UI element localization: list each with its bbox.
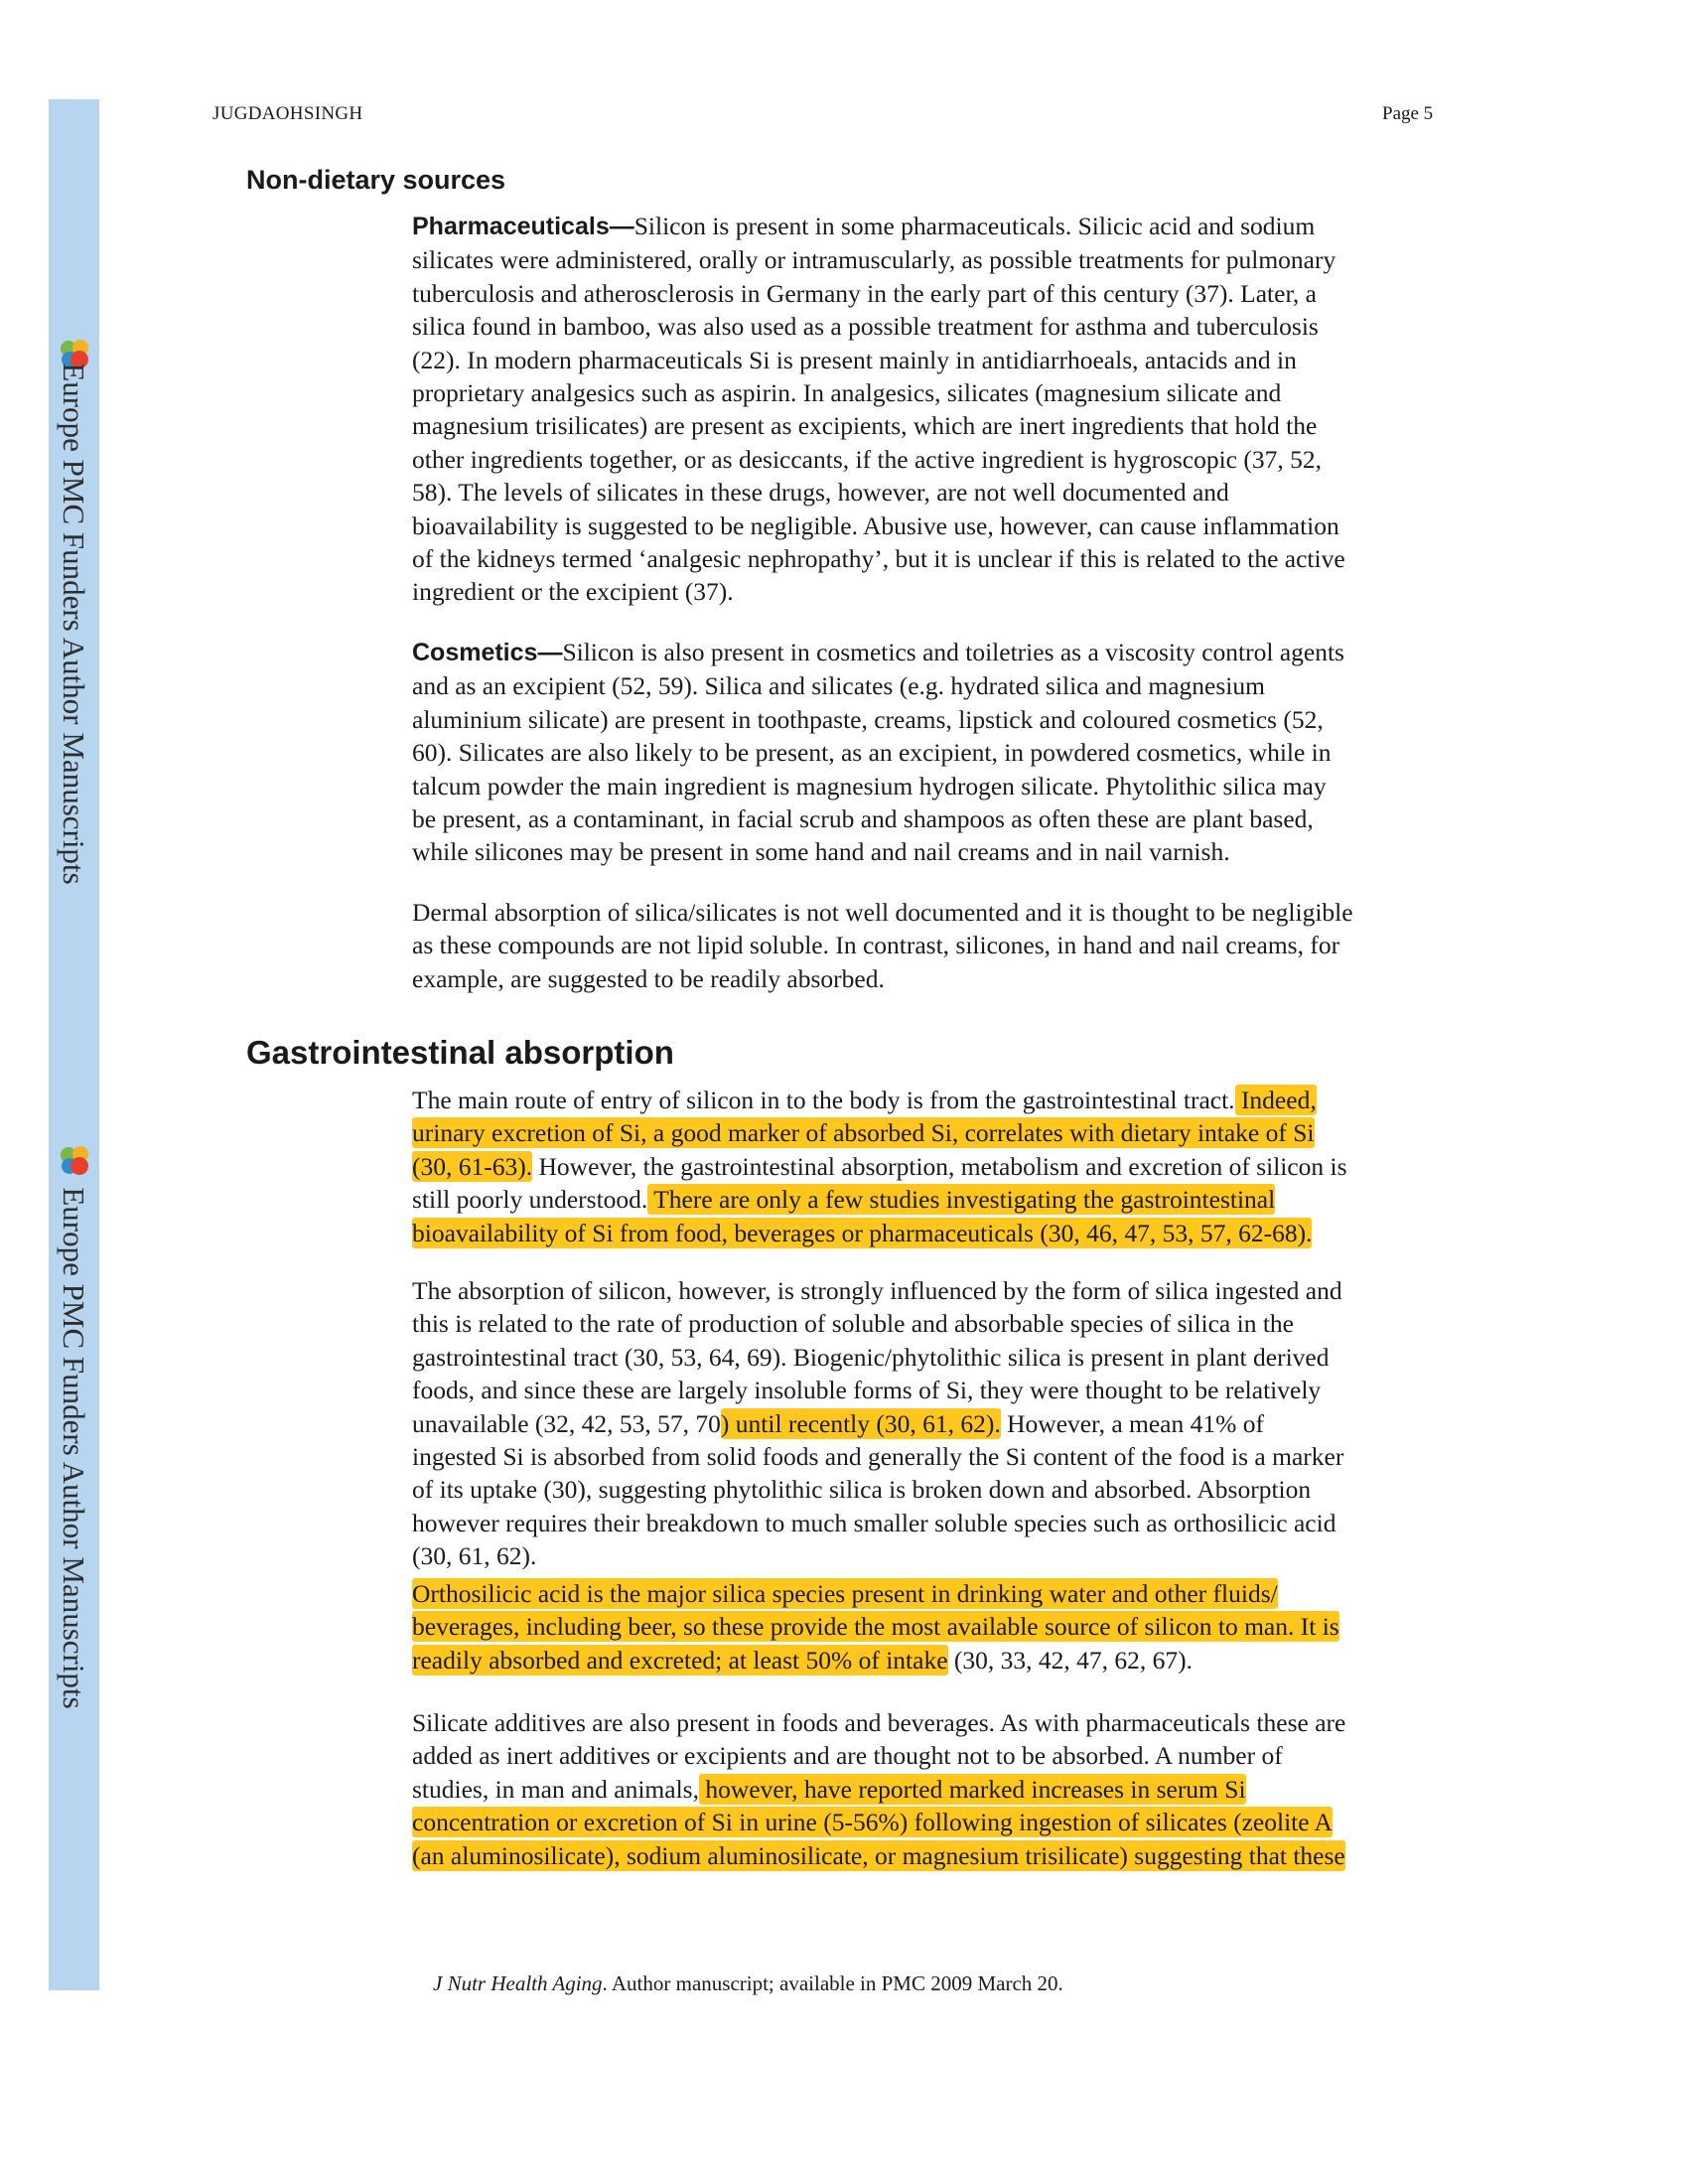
highlight: bioavailability of Si from food, beverages or pharmaceuticals (30, 46, 47, 53, 57, 62-68). bbox=[412, 1218, 1313, 1247]
text-line: Dermal absorption of silica/silicates is not well documented and it is thought to be negligible bbox=[412, 898, 1353, 927]
highlight: (30, 61-63). bbox=[412, 1151, 533, 1181]
highlight: ) until recently (30, 61, 62). bbox=[720, 1408, 1001, 1438]
sidebar-label: Europe PMC Funders Author Manuscripts bbox=[57, 1187, 91, 1709]
text-line: 60). Silicates are also likely to be present, as an excipient, in powdered cosmetics, while in bbox=[412, 738, 1332, 768]
footer-text: . Author manuscript; available in PMC 2009 March 20. bbox=[602, 1971, 1063, 1995]
text-line bbox=[412, 1610, 1445, 1643]
text-line: silicates were administered, orally or intramuscularly, as possible treatments for pulmonary bbox=[412, 245, 1336, 275]
citation-footer bbox=[433, 1971, 1063, 1996]
highlight: (an aluminosilicate), sodium aluminosilicate, or magnesium trisilicate) suggesting that these bbox=[412, 1840, 1345, 1870]
text-line: ingested Si is absorbed from solid foods and generally the Si content of the food is a marker bbox=[412, 1442, 1344, 1472]
text-line: this is related to the rate of production of soluble and absorbable species of silica in the bbox=[412, 1309, 1294, 1339]
text-line: (30, 61-63). However, the gastrointestinal absorption, metabolism and excretion of silicon is bbox=[412, 1151, 1347, 1181]
text-line: ingredient or the excipient (37). bbox=[412, 577, 734, 607]
run-in-heading: Pharmaceuticals— bbox=[412, 213, 634, 240]
paragraph-silicate-additives bbox=[412, 1706, 1445, 1872]
text-line: added as inert additives or excipients and are thought not to be absorbed. A number of bbox=[412, 1741, 1283, 1771]
highlight: Orthosilicic acid is the major silica species present in drinking water and other fluids/ bbox=[412, 1579, 1278, 1608]
text-line: other ingredients together, or as desiccants, if the active ingredient is hygroscopic (37, 52, bbox=[412, 444, 1322, 474]
text-line: The main route of entry of silicon in to the body is from the gastrointestinal tract. Indeed, bbox=[412, 1086, 1317, 1114]
text-line: aluminium silicate) are present in toothpaste, creams, lipstick and coloured cosmetics (52, bbox=[412, 704, 1324, 734]
text-line: and as an excipient (52, 59). Silica and silicates (e.g. hydrated silica and magnesium bbox=[412, 671, 1265, 701]
text-line: be present, as a contaminant, in facial scrub and shampoos as often these are plant based, bbox=[412, 804, 1314, 834]
highlight: There are only a few studies investigating the gastrointestinal bbox=[647, 1185, 1276, 1215]
journal-name: J Nutr Health Aging bbox=[433, 1971, 603, 1995]
text-line: silica found in bamboo, was also used as a possible treatment for asthma and tuberculosis bbox=[412, 312, 1319, 342]
highlight: urinary excretion of Si, a good marker of absorbed Si, correlates with dietary intake of Si bbox=[412, 1118, 1315, 1148]
text-line: gastrointestinal tract (30, 53, 64, 69). Biogenic/phytolithic silica is present in plant derived bbox=[412, 1342, 1330, 1372]
text-line bbox=[412, 1806, 1445, 1838]
highlight: however, have reported marked increases in serum Si bbox=[698, 1774, 1246, 1804]
highlight: Indeed, bbox=[1234, 1086, 1317, 1114]
text-line: 58). The levels of silicates in these drugs, however, are not well documented and bbox=[412, 478, 1229, 508]
paragraph-pharmaceuticals bbox=[412, 210, 1445, 609]
section-heading-gi-absorption: Gastrointestinal absorption bbox=[246, 1034, 674, 1071]
text-line: (30, 61, 62). bbox=[412, 1541, 537, 1571]
sidebar-label: Europe PMC Funders Author Manuscripts bbox=[57, 363, 91, 885]
text-line bbox=[412, 1577, 1445, 1610]
paragraph-dermal bbox=[412, 896, 1445, 995]
text-line: of its uptake (30), suggesting phytolithic silica is broken down and absorbed. Absorption bbox=[412, 1475, 1312, 1505]
text-line: as these compounds are not lipid soluble. In contrast, silicones, in hand and nail creams, for bbox=[412, 931, 1340, 960]
highlight: readily absorbed and excreted; at least 50% of intake bbox=[412, 1645, 948, 1674]
paragraph-gi-route bbox=[412, 1084, 1445, 1249]
text-line bbox=[412, 1116, 1445, 1149]
text-line: talcum powder the main ingredient is magnesium hydrogen silicate. Phytolithic silica may bbox=[412, 771, 1327, 801]
text-line: magnesium trisilicates) are present as excipients, which are inert ingredients that hold the bbox=[412, 411, 1318, 441]
text-line: however requires their breakdown to much smaller soluble species such as orthosilicic acid bbox=[412, 1508, 1336, 1537]
paragraph-orthosilicic-acid bbox=[412, 1577, 1445, 1676]
highlight: beverages, including beer, so these provide the most available source of silicon to man. It is bbox=[412, 1612, 1339, 1642]
text-line: foods, and since these are largely insoluble forms of Si, they were thought to be relatively bbox=[412, 1376, 1322, 1405]
text-line: still poorly understood. There are only a few studies investigating the gastrointestinal bbox=[412, 1185, 1276, 1215]
text-line: proprietary analgesics such as aspirin. In analgesics, silicates (magnesium silicate and bbox=[412, 378, 1282, 408]
running-header-author: JUGDAOHSINGH bbox=[212, 103, 363, 124]
europe-pmc-logo-icon bbox=[58, 1144, 91, 1178]
text-line: studies, in man and animals, however, have reported marked increases in serum Si bbox=[412, 1774, 1246, 1804]
text-line bbox=[412, 1217, 1445, 1249]
highlight: concentration or excretion of Si in urine (5-56%) following ingestion of silicates (zeolite A bbox=[412, 1808, 1333, 1837]
text-line bbox=[412, 1839, 1445, 1872]
text-line: bioavailability is suggested to be negligible. Abusive use, however, can cause inflammation bbox=[412, 510, 1339, 540]
text-line: (22). In modern pharmaceuticals Si is present mainly in antidiarrhoeals, antacids and in bbox=[412, 345, 1297, 374]
text-line: Pharmaceuticals—Silicon is present in some pharmaceuticals. Silicic acid and sodium bbox=[412, 212, 1316, 240]
text-line: Cosmetics—Silicon is also present in cosmetics and toiletries as a viscosity control agents bbox=[412, 638, 1344, 666]
text-line: readily absorbed and excreted; at least 50% of intake (30, 33, 42, 47, 62, 67). bbox=[412, 1645, 1194, 1674]
paragraph-absorption-form bbox=[412, 1274, 1445, 1573]
text-line: example, are suggested to be readily absorbed. bbox=[412, 963, 885, 993]
run-in-heading: Cosmetics— bbox=[412, 639, 563, 666]
text-line: of the kidneys termed ‘analgesic nephropathy’, but it is unclear if this is related to the active bbox=[412, 544, 1345, 574]
text-line: unavailable (32, 42, 53, 57, 70) until recently (30, 61, 62). However, a mean 41% of bbox=[412, 1408, 1264, 1438]
page-number: Page 5 bbox=[1382, 103, 1434, 124]
section-heading-nondietary: Non-dietary sources bbox=[246, 165, 506, 195]
text-line: Silicate additives are also present in foods and beverages. As with pharmaceuticals these are bbox=[412, 1708, 1346, 1737]
paragraph-cosmetics bbox=[412, 636, 1445, 869]
text-line: while silicones may be present in some hand and nail creams and in nail varnish. bbox=[412, 837, 1230, 867]
text-line: The absorption of silicon, however, is strongly influenced by the form of silica ingested and bbox=[412, 1276, 1342, 1305]
text-line: tuberculosis and atherosclerosis in Germany in the early part of this century (37). Later, a bbox=[412, 278, 1318, 308]
